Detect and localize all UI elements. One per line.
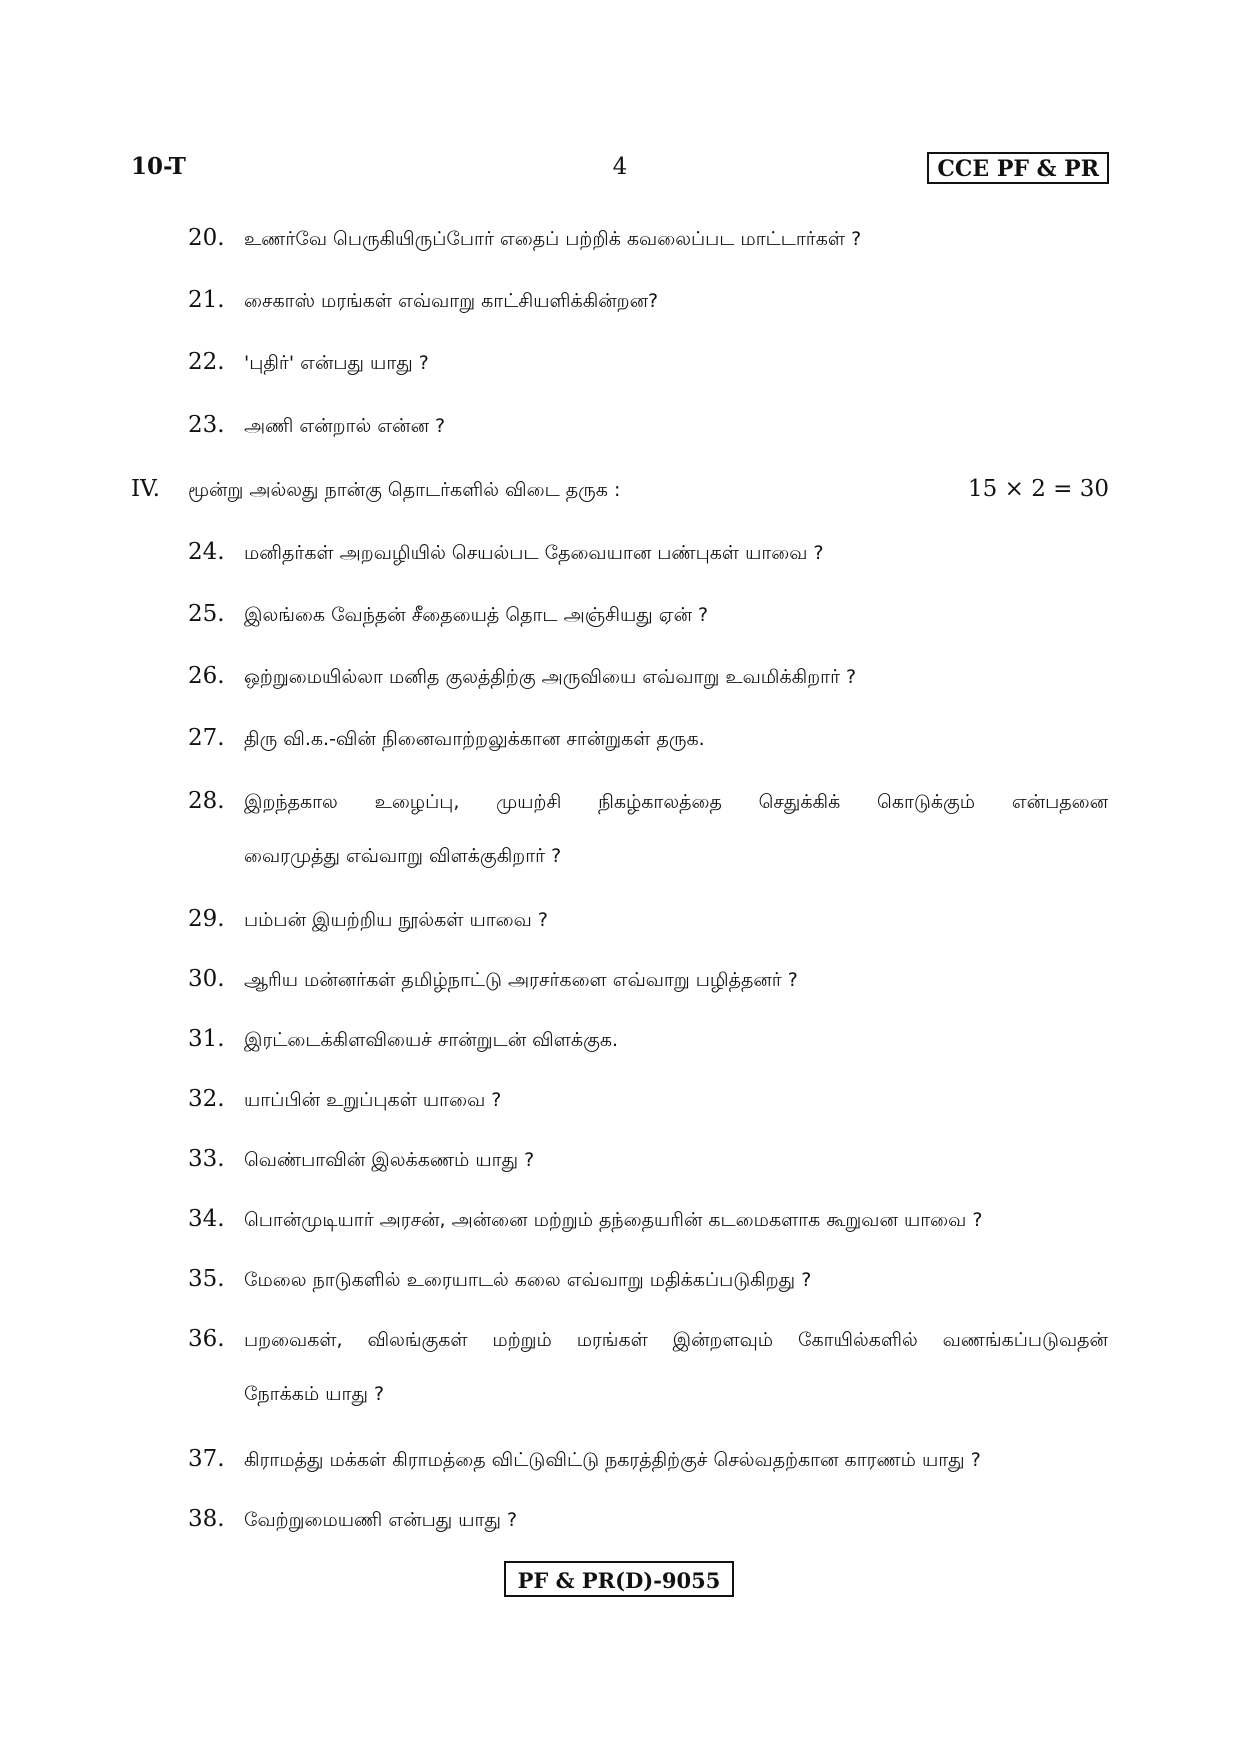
question-number: 22.: [188, 349, 225, 375]
section-number: IV.: [131, 476, 160, 502]
question-number: 27.: [188, 725, 225, 751]
question-29: [188, 903, 1108, 936]
question-30: [188, 963, 1108, 996]
question-23: [188, 409, 1108, 442]
question-28: [188, 785, 1108, 872]
question-24: [188, 536, 1108, 569]
question-text: இறந்தகால உழைப்பு, முயற்சி நிகழ்காலத்தை செதுக்கிக் கொடுக்கும் என்பதனை: [244, 791, 1108, 813]
question-text: கிராமத்து மக்கள் கிராமத்தை விட்டுவிட்டு நகரத்திற்குச் செல்வதற்கான காரணம் யாது ?: [244, 1449, 981, 1471]
question-31: [188, 1023, 1108, 1056]
question-35: [188, 1263, 1108, 1296]
question-number: 30.: [188, 966, 225, 992]
question-number: 36.: [188, 1326, 225, 1352]
question-number: 20.: [188, 225, 225, 251]
question-text: மேலை நாடுகளில் உரையாடல் கலை எவ்வாறு மதிக்கப்படுகிறது ?: [244, 1269, 812, 1291]
question-25: [188, 598, 1108, 631]
question-38: [188, 1503, 1108, 1536]
question-32: [188, 1083, 1108, 1116]
question-number: 29.: [188, 906, 225, 932]
question-37: [188, 1443, 1108, 1476]
question-number: 33.: [188, 1146, 225, 1172]
question-number: 26.: [188, 663, 225, 689]
section-heading: [131, 473, 1109, 506]
question-26: [188, 660, 1108, 693]
footer-code-box: PF & PR(D)-9055: [504, 1561, 734, 1597]
question-27: [188, 722, 1108, 755]
question-text: 'புதிர்' என்பது யாது ?: [244, 352, 429, 374]
question-number: 23.: [188, 412, 225, 438]
question-number: 37.: [188, 1446, 225, 1472]
question-34: [188, 1203, 1108, 1236]
question-text: வெண்பாவின் இலக்கணம் யாது ?: [244, 1149, 535, 1171]
question-text-continued: நோக்கம் யாது ?: [244, 1383, 385, 1405]
question-text-continued: வைரமுத்து எவ்வாறு விளக்குகிறார் ?: [244, 845, 562, 867]
question-number: 31.: [188, 1026, 225, 1052]
section-instruction: மூன்று அல்லது நான்கு தொடர்களில் விடை தருக :: [188, 479, 621, 501]
question-text: ஒற்றுமையில்லா மனித குலத்திற்கு அருவியை எவ்வாறு உவமிக்கிறார் ?: [244, 666, 857, 688]
question-36: [188, 1323, 1108, 1410]
question-text: அணி என்றால் என்ன ?: [244, 415, 446, 437]
question-text: மனிதர்கள் அறவழியில் செயல்பட தேவையான பண்புகள் யாவை ?: [244, 542, 824, 564]
question-number: 38.: [188, 1506, 225, 1532]
question-text: திரு வி.க.-வின் நினைவாற்றலுக்கான சான்றுகள் தருக.: [244, 728, 705, 750]
question-text: யாப்பின் உறுப்புகள் யாவை ?: [244, 1089, 502, 1111]
section-marks: 15 × 2 = 30: [968, 476, 1109, 502]
question-text: ஆரிய மன்னர்கள் தமிழ்நாட்டு அரசர்களை எவ்வாறு பழித்தனர் ?: [244, 969, 798, 991]
question-33: [188, 1143, 1108, 1176]
question-text: பம்பன் இயற்றிய நூல்கள் யாவை ?: [244, 909, 548, 931]
question-21: [188, 284, 1108, 317]
question-text: பொன்முடியார் அரசன், அன்னை மற்றும் தந்தையரின் கடமைகளாக கூறுவன யாவை ?: [244, 1209, 983, 1231]
question-number: 32.: [188, 1086, 225, 1112]
question-22: [188, 346, 1108, 379]
question-text: உணர்வே பெருகியிருப்போர் எதைப் பற்றிக் கவலைப்பட மாட்டார்கள் ?: [244, 228, 862, 250]
question-number: 28.: [188, 788, 225, 814]
question-text: பறவைகள், விலங்குகள் மற்றும் மரங்கள் இன்றளவும் கோயில்களில் வணங்கப்படுவதன்: [244, 1329, 1108, 1351]
question-number: 34.: [188, 1206, 225, 1232]
question-text: இரட்டைக்கிளவியைச் சான்றுடன் விளக்குக.: [244, 1029, 619, 1051]
question-20: [188, 222, 1108, 255]
question-number: 35.: [188, 1266, 225, 1292]
page-number: 4: [612, 154, 628, 180]
question-number: 21.: [188, 287, 225, 313]
question-number: 25.: [188, 601, 225, 627]
question-text: இலங்கை வேந்தன் சீதையைத் தொட அஞ்சியது ஏன் ?: [244, 604, 709, 626]
question-text: வேற்றுமையணி என்பது யாது ?: [244, 1509, 518, 1531]
paper-code: 10-T: [131, 153, 186, 180]
question-number: 24.: [188, 539, 225, 565]
exam-code-box: CCE PF & PR: [927, 152, 1109, 184]
question-text: சைகாஸ் மரங்கள் எவ்வாறு காட்சியளிக்கின்றன?: [244, 290, 659, 312]
